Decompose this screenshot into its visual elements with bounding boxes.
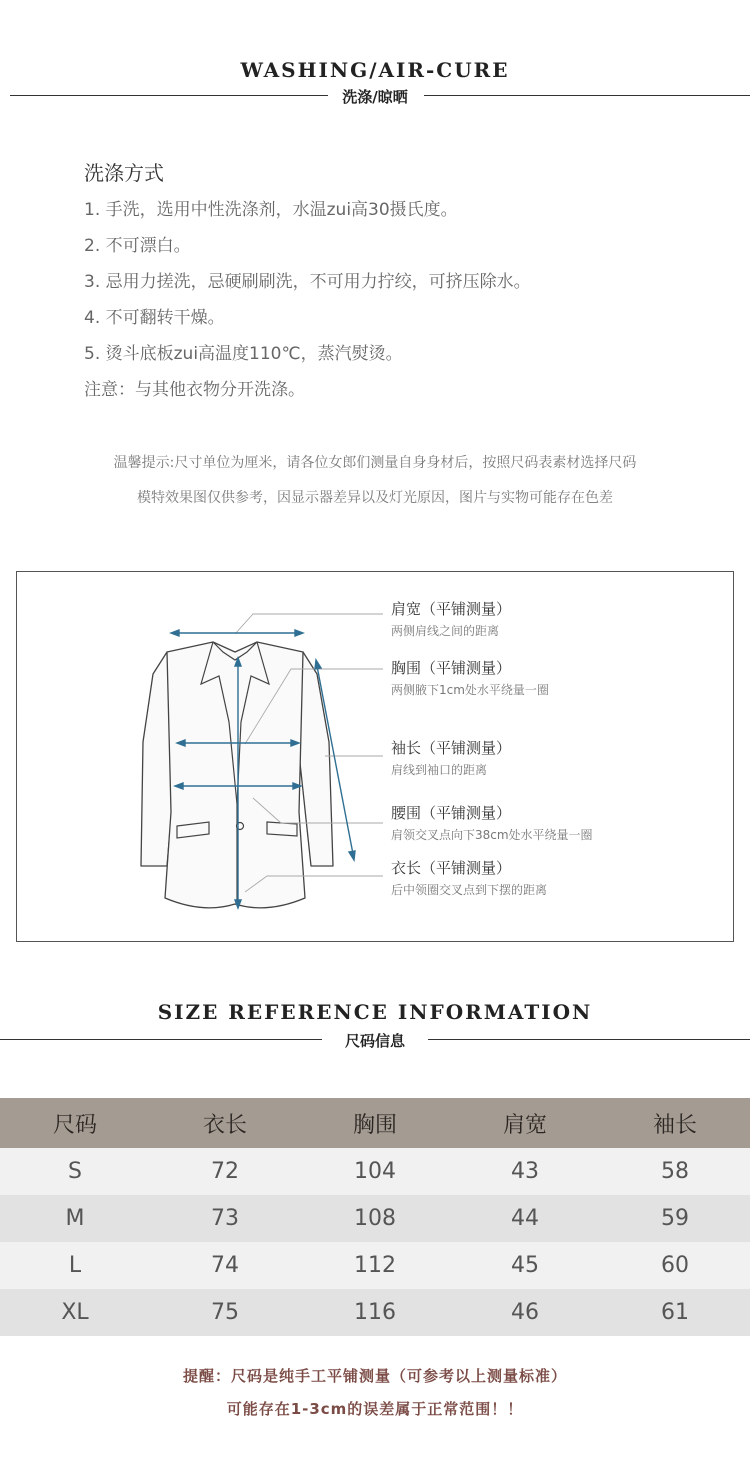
color-tip: 模特效果图仅供参考，因显示器差异以及灯光原因，图片与实物可能存在色差 — [137, 490, 613, 506]
washing-item: 2. 不可漂白。 — [84, 236, 191, 256]
table-cell: 45 — [511, 1253, 539, 1278]
table-cell: 73 — [211, 1206, 239, 1231]
table-row — [0, 1289, 750, 1336]
table-cell: 72 — [211, 1159, 239, 1184]
measure-chest-title: 胸围（平铺测量） — [391, 659, 512, 677]
table-cell: 75 — [211, 1300, 239, 1325]
measure-waist-title: 腰围（平铺测量） — [391, 804, 512, 822]
table-cell: S — [68, 1159, 82, 1184]
washing-heading: 洗涤方式 — [84, 161, 164, 185]
table-header-row — [0, 1098, 750, 1148]
table-header-cell: 胸围 — [352, 1112, 397, 1138]
table-cell: M — [65, 1206, 85, 1231]
table-row — [0, 1195, 750, 1242]
table-cell: 104 — [354, 1159, 396, 1184]
table-header-cell: 肩宽 — [502, 1112, 547, 1138]
reminder-line-1: 提醒：尺码是纯手工平铺测量（可参考以上测量标准） — [182, 1367, 567, 1385]
table-cell: XL — [61, 1300, 89, 1325]
size-tip: 温馨提示:尺寸单位为厘米，请各位女郎们测量自身身材后，按照尺码表素材选择尺码 — [113, 455, 637, 471]
washing-note: 注意：与其他衣物分开洗涤。 — [84, 380, 305, 400]
measure-chest-desc: 两侧腋下1cm处水平绕量一圈 — [391, 683, 549, 697]
size-title-cn: 尺码信息 — [344, 1032, 405, 1050]
table-cell: 74 — [211, 1253, 239, 1278]
measure-length-title: 衣长（平铺测量） — [391, 859, 512, 877]
measure-length-desc: 后中领圈交叉点到下摆的距离 — [391, 883, 548, 897]
table-cell: 112 — [354, 1253, 396, 1278]
table-cell: 43 — [511, 1159, 539, 1184]
blazer-illustration — [17, 572, 735, 943]
measure-waist-desc: 肩领交叉点向下38cm处水平绕量一圈 — [391, 828, 593, 842]
measure-shoulder-desc: 两侧肩线之间的距离 — [391, 624, 500, 638]
table-header-cell: 衣长 — [202, 1112, 247, 1138]
table-cell: 108 — [354, 1206, 396, 1231]
table-cell: L — [68, 1253, 82, 1278]
table-cell: 58 — [661, 1159, 689, 1184]
table-cell: 59 — [661, 1206, 689, 1231]
measure-sleeve-desc: 肩线到袖口的距离 — [391, 763, 488, 777]
measure-sleeve-title: 袖长（平铺测量） — [391, 739, 512, 757]
washing-item: 1. 手洗，选用中性洗涤剂，水温zui高30摄氏度。 — [84, 200, 458, 220]
washing-title-cn: 洗涤/晾晒 — [342, 88, 408, 106]
size-title-en: SIZE REFERENCE INFORMATION — [157, 1000, 593, 1024]
table-cell: 61 — [661, 1300, 689, 1325]
washing-item: 5. 烫斗底板zui高温度110℃，蒸汽熨烫。 — [84, 344, 403, 364]
measure-shoulder-title: 肩宽（平铺测量） — [391, 600, 512, 618]
table-cell: 60 — [661, 1253, 689, 1278]
size-table — [0, 1098, 750, 1336]
table-header-cell: 尺码 — [52, 1112, 97, 1138]
measurement-diagram — [16, 571, 734, 942]
reminder-line-2: 可能存在1-3cm的误差属于正常范围！！ — [226, 1400, 524, 1418]
table-row — [0, 1148, 750, 1195]
washing-title-en: WASHING/AIR-CURE — [240, 58, 510, 82]
table-header-cell: 袖长 — [652, 1112, 697, 1138]
table-cell: 46 — [511, 1300, 539, 1325]
table-row — [0, 1242, 750, 1289]
table-cell: 44 — [511, 1206, 539, 1231]
table-cell: 116 — [354, 1300, 396, 1325]
washing-item: 3. 忌用力搓洗，忌硬刷刷洗，不可用力拧绞，可挤压除水。 — [84, 272, 531, 292]
washing-item: 4. 不可翻转干燥。 — [84, 308, 225, 328]
